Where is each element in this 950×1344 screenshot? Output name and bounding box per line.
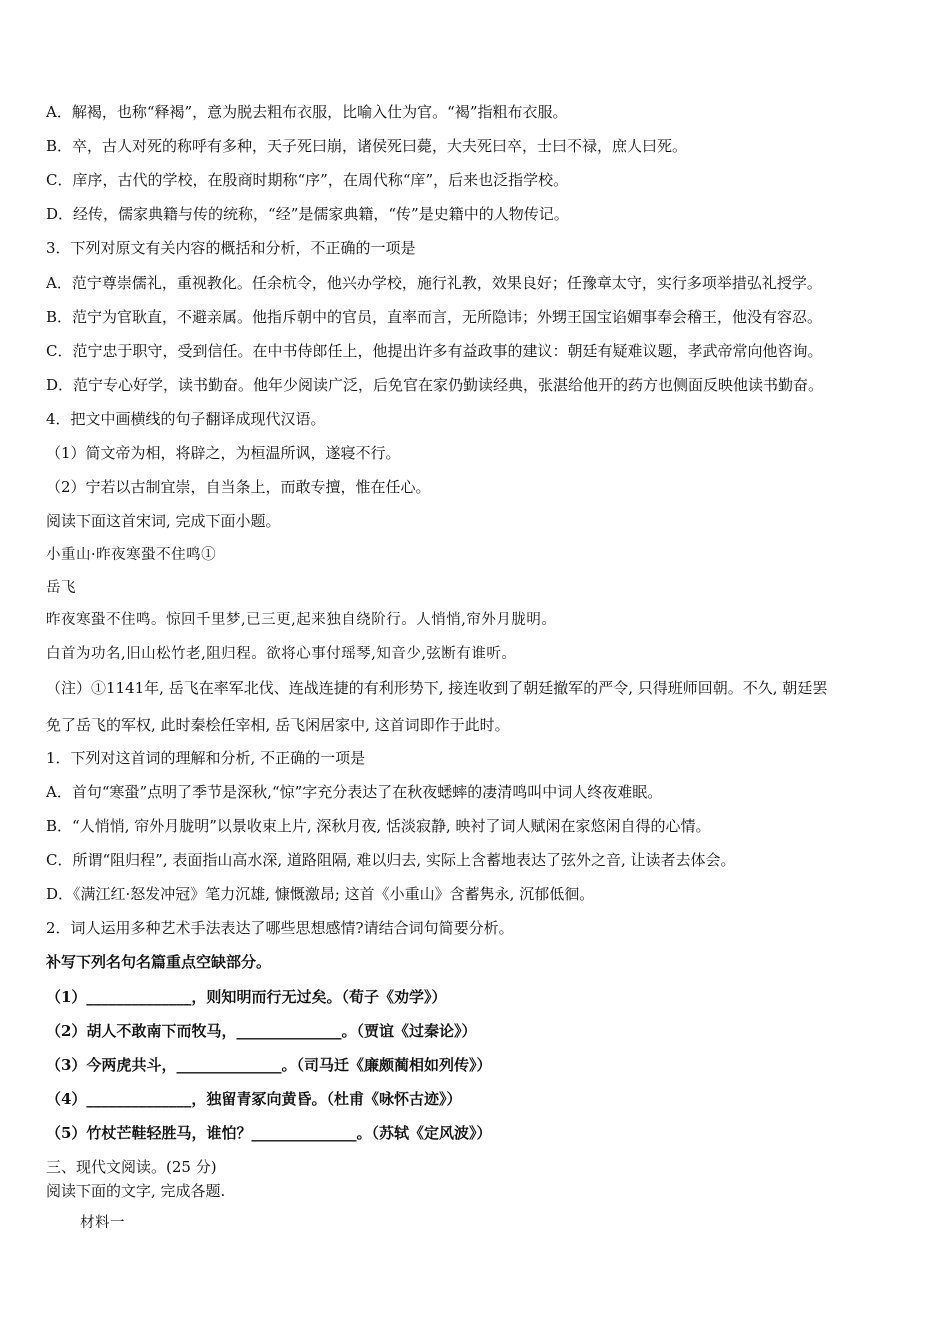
fill-in-heading: 补写下列名句名篇重点空缺部分。 (46, 953, 272, 971)
fill-in-item-2: （2）胡人不敢南下而牧马，______________。（贾谊《过秦论》） (46, 1022, 477, 1040)
question-3: 3．下列对原文有关内容的概括和分析，不正确的一项是 (46, 239, 416, 257)
option-b-line: B．卒，古人对死的称呼有多种，天子死曰崩，诸侯死曰薨，大夫死曰卒，士曰不禄，庶人曰死。 (46, 137, 688, 155)
fill-in-item-4: （4）______________，独留青冢向黄昏。（杜甫《咏怀古迹》） (46, 1090, 462, 1108)
option-a-line: A．解褐，也称“释褐”，意为脱去粗布衣服，比喻入仕为官。“褐”指粗布衣服。 (46, 103, 568, 121)
section-3-intro: 阅读下面的文字, 完成各题. (46, 1182, 226, 1200)
q4-item-2: （2）宁若以古制宜崇，自当条上，而敢专擅，惟在任心。 (46, 478, 431, 496)
poem-intro: 阅读下面这首宋词, 完成下面小题。 (46, 512, 281, 530)
fill-in-item-3: （3）今两虎共斗，______________。（司马迁《廉颇蔺相如列传》） (46, 1056, 492, 1074)
option-d-line: D．经传，儒家典籍与传的统称，“经”是儒家典籍，“传”是史籍中的人物传记。 (46, 205, 569, 223)
poem-q1-option-c: C．所谓“阻归程”, 表面指山高水深, 道路阻隔, 难以归去, 实际上含蓄地表达了弦外之音, 让读者去体会。 (46, 851, 736, 869)
option-c-line: C．庠序，古代的学校，在殷商时期称“序”，在周代称“庠”，后来也泛指学校。 (46, 171, 569, 189)
poem-note-line-1: （注）①1141年, 岳飞在率军北伐、连战连捷的有利形势下, 接连收到了朝廷撤军的严令, 只得班师回朝。不久, 朝廷罢 (46, 679, 828, 697)
q3-option-d: D．范宁专心好学，读书勤奋。他年少阅读广泛，后免官在家仍勤读经典，张湛给他开的药方也侧面反映他读书勤奋。 (46, 376, 824, 394)
poem-q1-option-b: B．“人悄悄, 帘外月胧明”以景收束上片, 深秋月夜, 恬淡寂静, 映衬了词人赋闲在家悠闲自得的心情。 (46, 817, 711, 835)
material-one-label: 材料一 (80, 1215, 125, 1231)
poem-note-line-2: 免了岳飞的军权, 此时秦桧任宰相, 岳飞闲居家中, 这首词即作于此时。 (46, 716, 510, 734)
poem-q1-option-a: A．首句“寒蛩”点明了季节是深秋,“惊”字充分表达了在秋夜蟋蟀的凄清鸣叫中词人终夜难眠。 (46, 783, 663, 801)
question-4: 4．把文中画横线的句子翻译成现代汉语。 (46, 410, 326, 428)
poem-title: 小重山·昨夜寒蛩不住鸣① (46, 547, 217, 563)
poem-q1-option-d: D．《满江红·怒发冲冠》笔力沉雄, 慷慨激昂; 这首《小重山》含蓄隽永, 沉郁低徊。 (46, 885, 595, 903)
poem-question-2: 2．词人运用多种艺术手法表达了哪些思想感情?请结合词句简要分析。 (46, 919, 514, 937)
poem-stanza-1: 昨夜寒蛩不住鸣。惊回千里梦,已三更,起来独自绕阶行。人悄悄,帘外月胧明。 (46, 612, 557, 628)
poem-stanza-2: 白首为功名,旧山松竹老,阻归程。欲将心事付瑶琴,知音少,弦断有谁听。 (46, 646, 517, 662)
q3-option-a: A．范宁尊崇儒礼，重视教化。任余杭令，他兴办学校，施行礼教，效果良好；任豫章太守，实行多项举措弘礼授学。 (46, 274, 822, 292)
section-3-heading: 三、现代文阅读。(25 分) (46, 1158, 217, 1176)
q3-option-c: C．范宁忠于职守，受到信任。在中书侍郎任上，他提出许多有益政事的建议：朝廷有疑难议题，孝武帝常向他咨询。 (46, 342, 823, 360)
poem-question-1: 1．下列对这首词的理解和分析, 不正确的一项是 (46, 749, 366, 767)
q3-option-b: B．范宁为官耿直，不避亲属。他指斥朝中的官员，直率而言，无所隐讳；外甥王国宝谄媚事奉会稽王，他没有容忍。 (46, 308, 823, 326)
fill-in-item-1: （1）______________，则知明而行无过矣。（荀子《劝学》） (46, 988, 447, 1006)
q4-item-1: （1）简文帝为相，将辟之，为桓温所讽，遂寝不行。 (46, 444, 401, 462)
poem-author: 岳飞 (46, 580, 76, 596)
fill-in-item-5: （5）竹杖芒鞋轻胜马，谁怕？______________。（苏轼《定风波》） (46, 1124, 492, 1142)
